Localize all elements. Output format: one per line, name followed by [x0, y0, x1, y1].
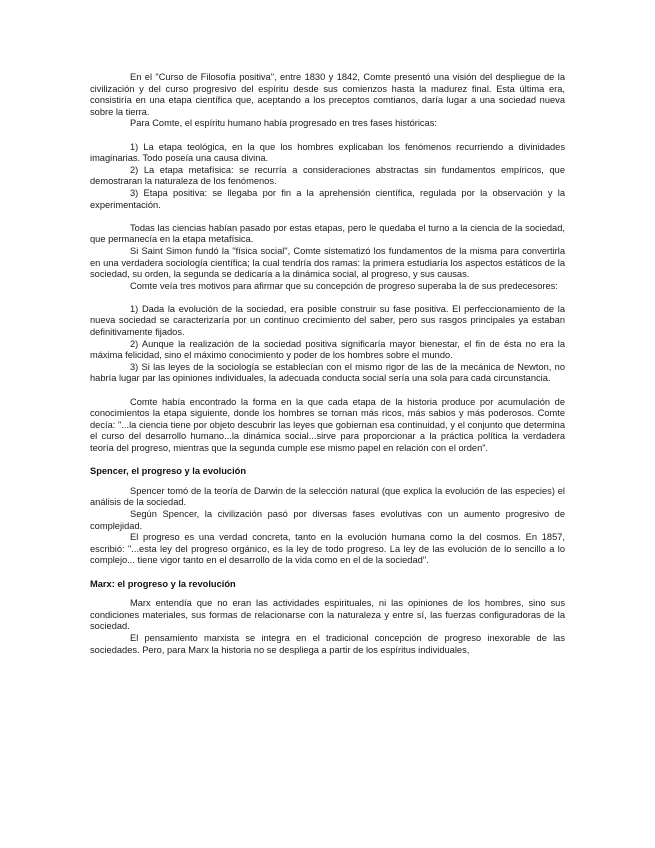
phase-item-positive: 3) Etapa positiva: se llegaba por fin a la aprehensión científica, regulada por la observación y la experimentación.	[90, 187, 565, 210]
spacer	[90, 292, 565, 304]
marx-paragraph: El pensamiento marxista se integra en el tradicional concepción de progreso inexorable de las sociedades. Pero, para Marx la historia no se despliega a partir de los espíritus individuales,	[90, 632, 565, 655]
comte-paragraph: Todas las ciencias habían pasado por estas etapas, pero le quedaba el turno a la ciencia de la sociedad, que permanecía en la etapa metafísica.	[90, 222, 565, 245]
section-heading-marx: Marx: el progreso y la revolución	[90, 578, 236, 589]
spencer-paragraph: Spencer tomó de la teoría de Darwin de la selección natural (que explica la evolución de las especies) el análisis de la sociedad.	[90, 485, 565, 508]
spencer-paragraph: El progreso es una verdad concreta, tanto en la evolución humana como la del cosmos. En 1857, escribió: "...esta ley del progreso orgánico, es la ley de todo progreso. La ley de las evolución de lo sencillo a lo complejo... tiene vigor tanto en el desarrollo de la vida como en el de la sociedad".	[90, 532, 565, 566]
comte-conclusion-paragraph: Comte había encontrado la forma en la que cada etapa de la historia produce por acumulación de conocimientos la etapa siguiente, donde los hombres se tornan más ricos, más sabios y más poderosos. Comte decía: "...la ciencia tiene por objeto descubrir las leyes que gobiernan esa continuidad, y el conjunto que determina el curso del desarrollo humano...la dinámica social...sirve para proporcionar a la práctica política la verdadera teoría del progreso, mientras que la segunda cumple ese mismo papel en relación con el orden".	[90, 396, 565, 453]
spacer	[90, 385, 565, 397]
phase-item-theological: 1) La etapa teológica, en la que los hombres explicaban los fenómenos recurriendo a divinidades imaginarias. Todo poseía una causa divina.	[90, 141, 565, 164]
comte-paragraph: Si Saint Simon fundó la "física social", Comte sistematizó los fundamentos de la misma para convertirla en una verdadera sociología científica; la cual tendría dos ramas: la primera estudiaría los aspectos estáticos de la sociedad, su orden, la segunda se dedicaría a la dinámica social, al progreso, y sus causas.	[90, 245, 565, 280]
marx-paragraph: Marx entendía que no eran las actividades espirituales, ni las opiniones de los hombres, sino sus condiciones materiales, sus formas de relacionarse con la naturaleza y entre sí, las fuerzas configuradoras de la sociedad.	[90, 598, 565, 632]
intro-paragraph: En el "Curso de Filosofía positiva", entre 1830 y 1842, Comte presentó una visión del despliegue de la civilización y del curso progresivo del espíritu desde sus comienzos hasta la madurez final. Esta última era, consistiría en una etapa científica que, aceptando a los preceptos comtianos, daría lugar a una sociedad nueva sobre la tierra.	[90, 72, 565, 117]
motive-item: 3) Si las leyes de la sociología se establecían con el mismo rigor de las de la mecánica de Newton, no habría lugar par las opiniones individuales, la adecuada conducta social sería una sola para cada circunstancia.	[90, 361, 565, 384]
spacer	[90, 455, 565, 467]
motive-item: 2) Aunque la realización de la sociedad positiva significaría mayor bienestar, el fin de ésta no era la máxima felicidad, sino el máximo conocimiento y poder de los hombres sobre el mundo.	[90, 338, 565, 361]
spacer	[90, 130, 565, 142]
section-heading-spencer: Spencer, el progreso y la evolución	[90, 466, 247, 477]
motive-item: 1) Dada la evolución de la sociedad, era posible construir su fase positiva. El perfeccionamiento de la nueva sociedad se caracterizaría por un continuo crecimiento del saber, pero sus rasgos principales ya estaban definitivamente fijados.	[90, 303, 565, 338]
spacer	[90, 567, 565, 579]
spacer	[90, 590, 565, 598]
spacer	[90, 211, 565, 223]
spacer	[90, 478, 565, 486]
intro-phases-lead: Para Comte, el espíritu humano había progresado en tres fases históricas:	[130, 118, 437, 129]
phase-item-metaphysical: 2) La etapa metafísica: se recurría a consideraciones abstractas sin fundamentos empíricos, que demostraran la naturaleza de los fenómenos.	[90, 164, 565, 187]
comte-paragraph: Comte veía tres motivos para afirmar que su concepción de progreso superaba la de sus predecesores:	[130, 280, 558, 291]
document-page	[90, 72, 565, 656]
spencer-paragraph: Según Spencer, la civilización pasó por diversas fases evolutivas con un aumento progresivo de complejidad.	[90, 508, 565, 531]
